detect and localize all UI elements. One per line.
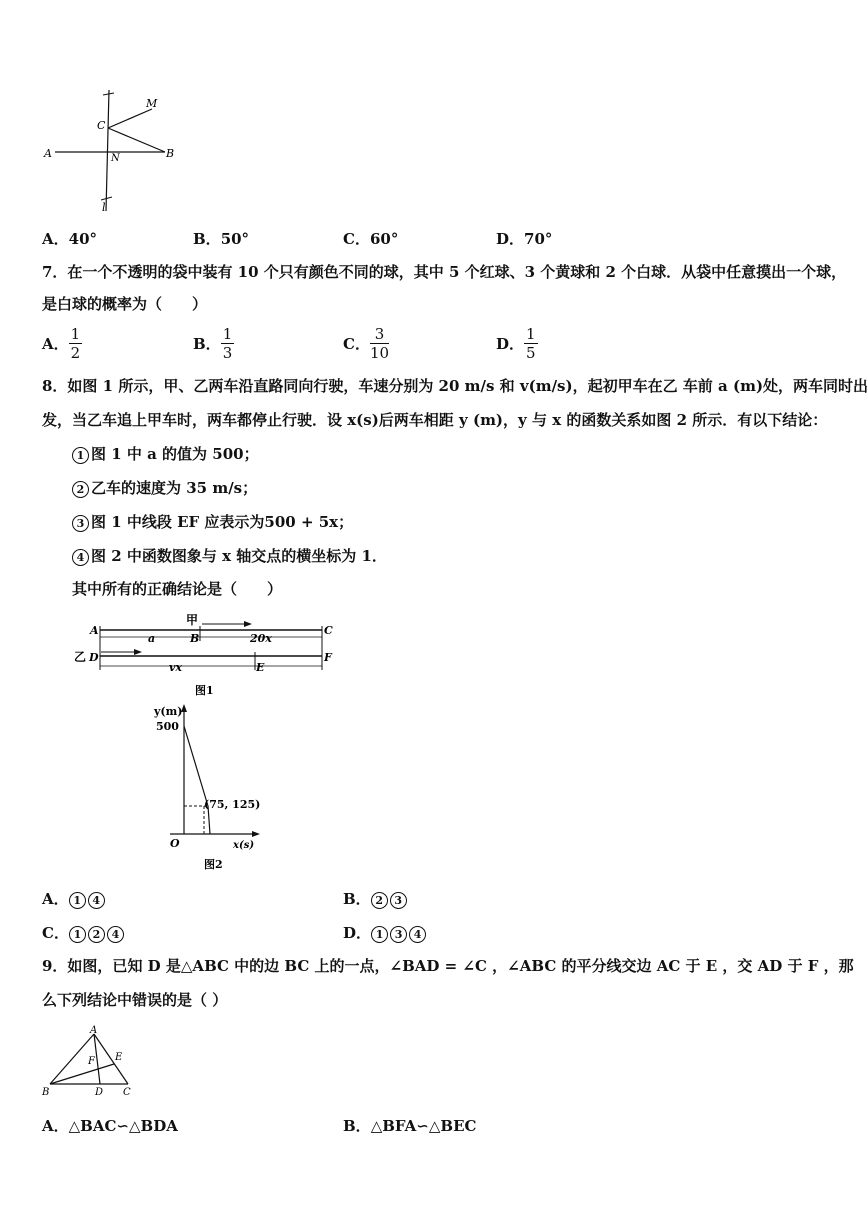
label-jia: 甲 xyxy=(186,613,199,627)
label-A: A xyxy=(90,1025,98,1036)
q8-option-d: D． 1 3 4 xyxy=(343,922,428,943)
label-M: M xyxy=(146,97,158,110)
label-A: A xyxy=(90,624,99,637)
label-a: a xyxy=(148,632,156,645)
point-label: (75, 125) xyxy=(204,798,261,811)
q9-option-a: A．△BAC∽△BDA xyxy=(42,1117,178,1135)
q8-conclusion-2: 2 乙车的速度为 35 m/s； xyxy=(72,478,257,498)
q8-figure-1 xyxy=(72,608,342,700)
q6-option-d: D．70° xyxy=(496,230,553,248)
q7-option-b: B． $\frac{1}{3}$ xyxy=(193,325,233,362)
q7-option-a: A． $\frac{1}{2}$ xyxy=(42,325,81,362)
label-C: C xyxy=(324,624,333,637)
label-A: A xyxy=(44,147,52,160)
label-B: B xyxy=(42,1087,50,1098)
q8-conclusion-3: 3 图 1 中线段 EF 应表示为500 + 5x； xyxy=(72,512,353,532)
q6-figure xyxy=(40,85,190,215)
label-F: F xyxy=(88,1056,95,1067)
label-B: B xyxy=(190,632,200,645)
label-F: F xyxy=(324,651,332,664)
q9-line-2: 么下列结论中错误的是（ ） xyxy=(42,991,228,1009)
label-C: C xyxy=(97,119,106,132)
label-D: D xyxy=(89,651,99,664)
origin-label: O xyxy=(170,837,180,850)
figure-1-caption: 图1 xyxy=(195,684,214,697)
q9-figure xyxy=(40,1024,140,1098)
q8-conclusion-1: 1 图 1 中 a 的值为 500； xyxy=(72,444,259,464)
q8-line-1: 8．如图 1 所示，甲、乙两车沿直路同向行驶，车速分别为 20 m/s 和 v(m/s)，起初甲车在乙 车前 a (m)处，两车同时出 xyxy=(42,377,868,395)
label-l: l xyxy=(102,201,106,214)
y-axis-label: y(m) xyxy=(154,705,183,718)
label-yi: 乙 xyxy=(74,650,87,664)
label-B: B xyxy=(166,147,175,160)
x-axis-label: x(s) xyxy=(233,840,255,851)
label-E: E xyxy=(256,661,265,674)
q7-line-1: 7．在一个不透明的袋中装有 10 个只有颜色不同的球，其中 5 个红球、3 个黄球和 2 个白球．从袋中任意摸出一个球， xyxy=(42,263,847,281)
label-E: E xyxy=(115,1052,123,1063)
q8-conclusion-4: 4 图 2 中函数图象与 x 轴交点的横坐标为 1． xyxy=(72,546,387,566)
q8-option-b: B． 2 3 xyxy=(343,888,409,909)
q7-line-2: 是白球的概率为（ ） xyxy=(42,295,208,313)
label-D: D xyxy=(95,1087,104,1098)
figure-2-caption: 图2 xyxy=(204,858,223,871)
q9-line-1: 9．如图，已知 D 是△ABC 中的边 BC 上的一点，∠BAD = ∠C ，∠ABC 的平分线交边 AC 于 E ，交 AD 于 F ，那 xyxy=(42,957,854,975)
q8-line-2: 发，当乙车追上甲车时，两车都停止行驶．设 x(s)后两车相距 y (m)，y 与 x 的函数关系如图 2 所示．有以下结论： xyxy=(42,411,828,429)
label-N: N xyxy=(111,153,120,164)
q7-option-d: D． $\frac{1}{5}$ xyxy=(496,325,536,362)
q8-option-a: A． 1 4 xyxy=(42,888,107,909)
q7-option-c: C． $\frac{3}{10}$ xyxy=(343,325,390,362)
label-20x: 20x xyxy=(250,632,272,645)
y-tick-500: 500 xyxy=(156,720,179,733)
q8-figure-2 xyxy=(148,696,278,876)
q8-ask: 其中所有的正确结论是（ ） xyxy=(72,580,283,598)
q9-option-b: B．△BFA∽△BEC xyxy=(343,1117,477,1135)
label-vx: vx xyxy=(169,661,182,674)
label-C: C xyxy=(123,1087,131,1098)
q6-option-a: A．40° xyxy=(42,230,98,248)
q6-option-c: C．60° xyxy=(343,230,399,248)
q8-option-c: C． 1 2 4 xyxy=(42,922,126,943)
q6-option-b: B．50° xyxy=(193,230,250,248)
